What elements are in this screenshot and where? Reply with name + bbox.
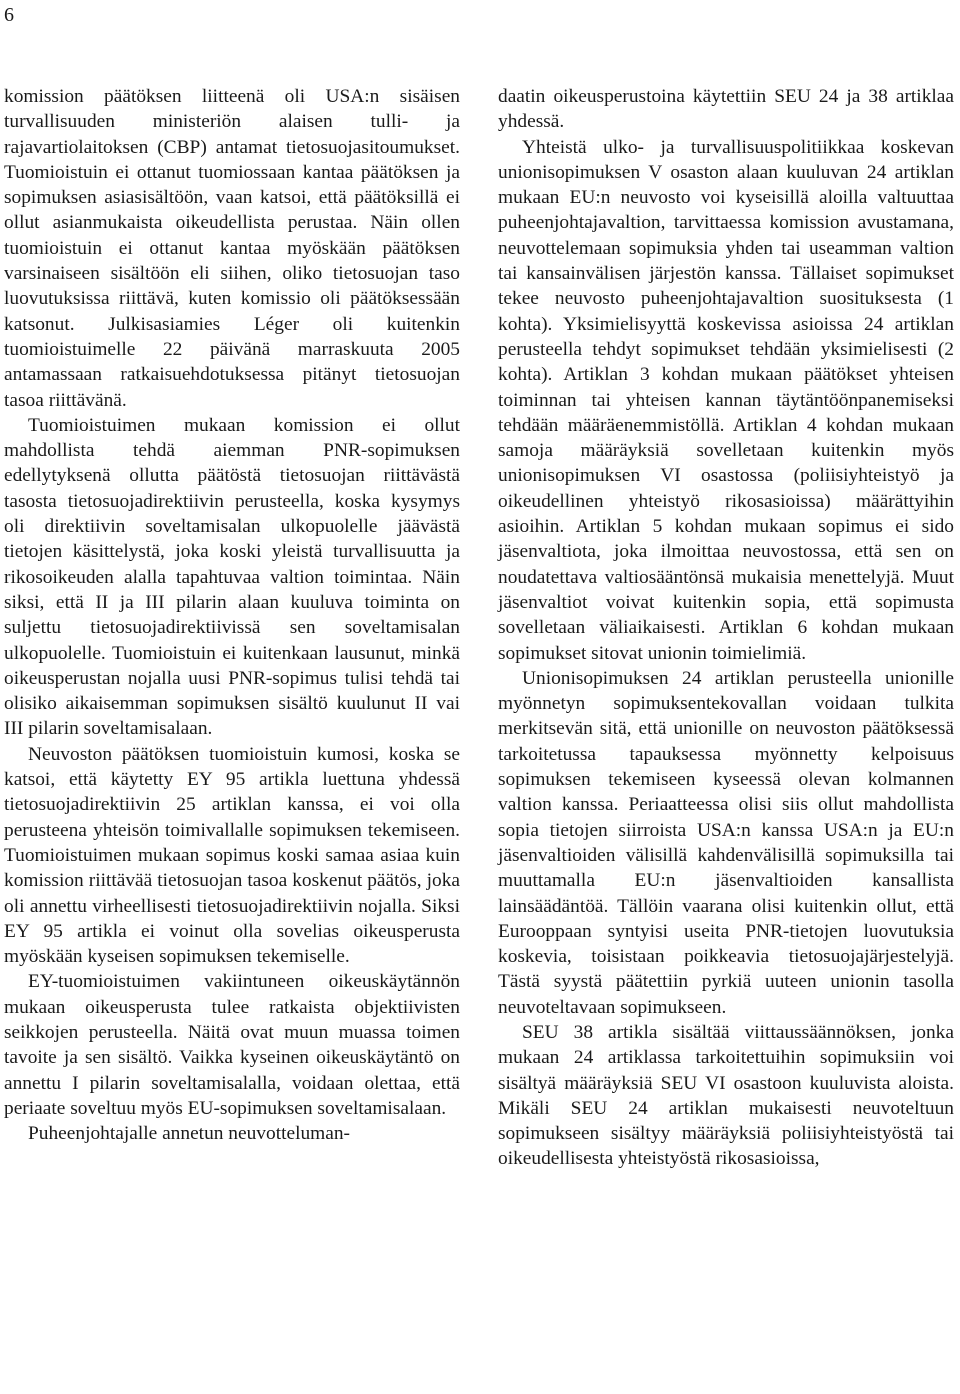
paragraph: Unionisopimuksen 24 artiklan perusteella unionille myönnetyn sopimuksentekovallan voidaan tulkita merkitsevän sitä, että unionille on neuvoston päätöksessä tarkoitetussa tapauksessa myönnetty kelpoisuus sopimuksen tekemiseen kyseessä olevan kolmannen valtion kanssa. Periaatteessa olisi siis ollut mahdollista sopia tietojen siirroista USA:n kanssa USA:n ja EU:n jäsenvaltioiden välisillä kahdenvälisillä sopimuksilla tai muuttamalla EU:n jäsenvaltioiden kansallista lainsäädäntöä. Tällöin vaarana olisi kuitenkin ollut, että Eurooppaan syntyisi useita PNR-tietojen luovutuksia koskevia, toisistaan poikkeavia tietosuojajärjestelyjä. Tästä syystä päätettiin pyrkiä uuteen unionin tasolla neuvoteltavaan sopimukseen.	[498, 667, 954, 1018]
paragraph: Yhteistä ulko- ja turvallisuuspolitiikkaa koskevan unionisopimuksen V osaston alaan kuuluvan 24 artiklan mukaan EU:n neuvosto voi kyseisillä aloilla valtuuttaa puheenjohtajavaltion, tarvittaessa komission avustamana, neuvottelemaan sopimuksia yhden tai useamman valtion tai kansainvälisen järjestön kanssa. Tällaiset sopimukset tekee neuvosto puheenjohtajavaltion suosituksesta (1 kohta). Yksimielisyyttä koskevissa asioissa 24 artiklan perusteella tehdyt sopimukset tehdään yksimielisesti (2 kohta). Artiklan 3 kohdan mukaan päätökset yhteisen toiminnan tai yhteisen kannan täytäntöönpanemiseksi tehdään määräenemmistöllä. Artiklan 4 kohdan mukaan samoja määräyksiä sovelletaan kuitenkin myös unionisopimuksen VI osastossa (poliisiyhteistyö ja oikeudellinen yhteistyö rikosasioissa) määrättyihin asioihin. Artiklan 5 kohdan mukaan sopimus ei sido jäsenvaltiota, joka ilmoittaa neuvostossa, että sen on noudatettava valtiosääntönsä mukaisia menettelyjä. Muut jäsenvaltiot voivat kuitenkin sopia, että sopimusta sovelletaan väliaikaisesti. Artiklan 6 kohdan mukaan sopimukset sitovat unionin toimielimiä.	[498, 136, 954, 664]
paragraph: Puheenjohtajalle annetun neuvotteluman-	[28, 1123, 351, 1145]
paragraph: daatin oikeusperustoina käytettiin SEU 24 ja 38 artiklaa yhdessä.	[498, 86, 954, 133]
left-text-column	[4, 84, 460, 1146]
right-text-column	[498, 84, 954, 1172]
page-number: 6	[4, 4, 14, 26]
paragraph: EY-tuomioistuimen vakiintuneen oikeuskäytännön mukaan oikeusperusta tulee ratkaista objektiivisten seikkojen perusteella. Näitä ovat muun muassa toimen tavoite ja sen sisältö. Vaikka kyseinen oikeuskäytäntö on annettu I pilarin soveltamisalalla, voidaan olettaa, että periaate soveltuu myös EU-sopimuksen soveltamisalaan.	[4, 971, 460, 1119]
paragraph: komission päätöksen liitteenä oli USA:n sisäisen turvallisuuden ministeriön alaisen tulli- ja rajavartiolaitoksen (CBP) antamat tietosuojasitoumukset. Tuomioistuin ei ottanut tuomiossaan kantaa päätöksen ja sopimuksen asiasisältöön, vaan katsoi, että päätöksillä ei ollut asianmukaista oikeudellista perustaa. Näin ollen tuomioistuin ei ottanut kantaa myöskään päätöksen varsinaiseen sisältöön eli siihen, oliko tietosuojan taso luovutuksissa riittävä, kuten komissio oli päätöksessään katsonut. Julkisasiamies Léger oli kuitenkin tuomioistuimelle 22 päivänä marraskuuta 2005 antamassaan ratkaisuehdotuksessa pitänyt tietosuojan tasoa riittävänä.	[4, 86, 460, 411]
paragraph: Tuomioistuimen mukaan komission ei ollut mahdollista tehdä aiemman PNR-sopimuksen edellytyksenä ollutta päätöstä tietosuojan riittävästä tasosta tietosuojadirektiivin perusteella, koska kysymys oli direktiivin soveltamisalan ulkopuolelle jäävästä tietojen käsittelystä, joka koski yleistä turvallisuutta ja rikosoikeuden alalla tapahtuvaa valtion toimintaa. Näin siksi, että II ja III pilarin alaan kuuluva toiminta on suljettu tietosuojadirektiivissä sen soveltamisalan ulkopuolelle. Tuomioistuin ei kuitenkaan lausunut, minkä oikeusperustan nojalla uusi PNR-sopimus tulisi tehdä tai olisiko aikaisemman sopimuksen sisältö kuulunut II vai III pilarin soveltamisalaan.	[4, 414, 460, 740]
paragraph: Neuvoston päätöksen tuomioistuin kumosi, koska se katsoi, että käytetty EY 95 artikla luettuna yhdessä tietosuojadirektiivin 25 artiklan kanssa, ei voi olla perusteena yhteisön toimivallalle sopimuksen tekemiseen. Tuomioistuimen mukaan sopimus koski samaa asiaa kuin komission riittävää tietosuojan tasoa koskenut päätös, joka oli annettu virheellisesti tietosuojadirektiivin nojalla. Siksi EY 95 artikla ei voinut olla sovelias oikeusperusta myöskään kyseisen sopimuksen tekemiselle.	[4, 743, 460, 968]
paragraph: SEU 38 artikla sisältää viittaussäännöksen, jonka mukaan 24 artiklassa tarkoitettuihin sopimuksiin voi sisältyä määräyksiä SEU VI osastoon kuuluvista aloista. Mikäli SEU 24 artiklan mukaisesti neuvoteltuun sopimukseen sisältyy määräyksiä poliisiyhteistyöstä tai oikeudellisesta yhteistyöstä rikosasioissa,	[498, 1021, 954, 1170]
